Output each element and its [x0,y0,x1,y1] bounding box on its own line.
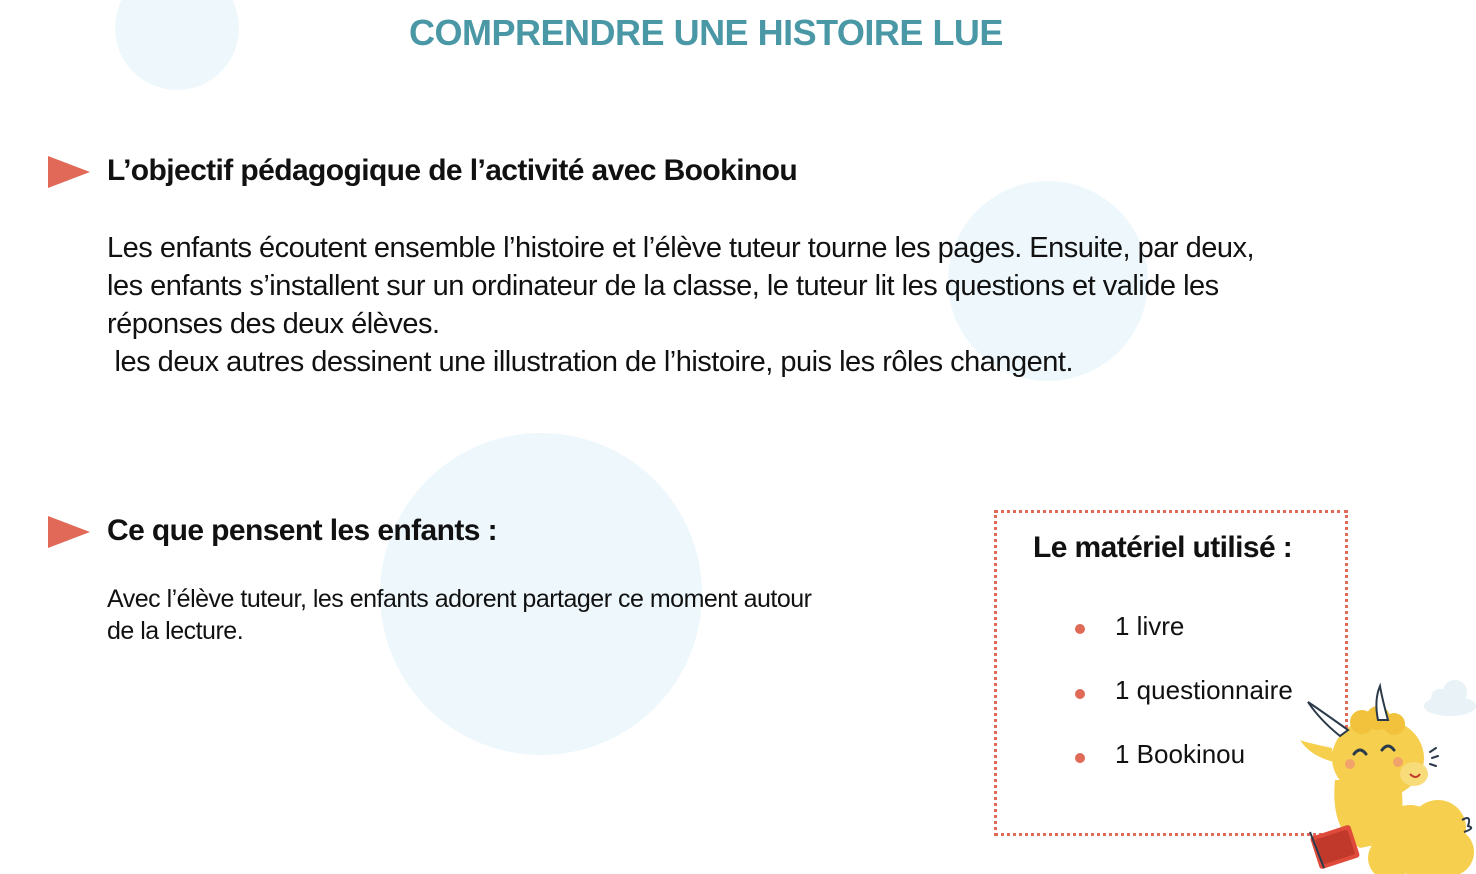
bullet-icon [1075,689,1085,699]
paragraph-line: de la lecture. [107,617,244,645]
page-title: COMPRENDRE UNE HISTOIRE LUE [409,12,1003,53]
list-item: 1 Bookinou [1115,739,1246,769]
bullet-icon [1075,753,1085,763]
children-paragraph [107,583,907,647]
paragraph-line: Avec l’élève tuteur, les enfants adorent partager ce moment autour [107,585,812,613]
paragraph-line: réponses des deux élèves. [107,308,440,340]
section-heading-children: Ce que pensent les enfants : [107,514,497,547]
paragraph-line: Les enfants écoutent ensemble l’histoire et l’élève tuteur tourne les pages. Ensuite, par deux, [107,232,1255,264]
paragraph-line: les enfants s’installent sur un ordinateur de la classe, le tuteur lit les questions et valide les [107,270,1219,302]
list-item: 1 questionnaire [1115,675,1293,705]
cloud-icon [1424,680,1476,716]
bullet-icon [1075,624,1085,634]
section-heading-objective: L’objectif pédagogique de l’activité avec Bookinou [107,154,798,187]
arrow-icon [48,516,90,548]
bookinou-mascot-icon [1290,670,1476,874]
list-item: 1 livre [1115,611,1185,641]
materials-title: Le matériel utilisé : [1033,531,1293,564]
paragraph-line: les deux autres dessinent une illustration de l’histoire, puis les rôles changent. [107,346,1074,378]
objective-paragraph [107,229,1427,381]
arrow-icon [48,156,90,188]
